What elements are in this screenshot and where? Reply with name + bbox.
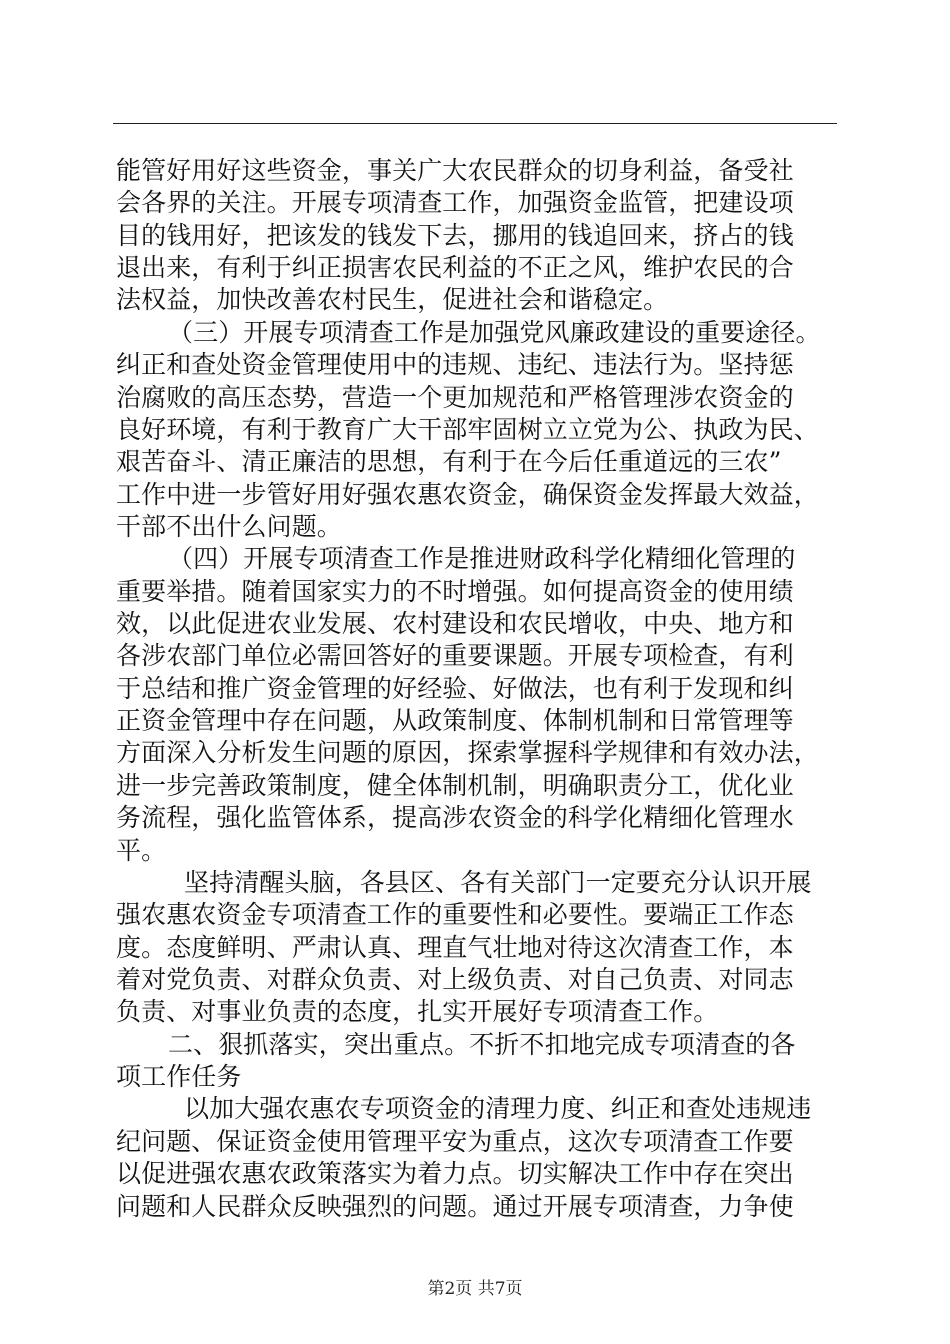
document-body (116, 155, 846, 1223)
text-line: 强农惠农资金专项清查工作的重要性和必要性。要端正工作态 (116, 900, 794, 930)
text-line: 负责、对事业负责的态度，扎实开展好专项清查工作。 (116, 997, 719, 1027)
text-line: 会各界的关注。开展专项清查工作，加强资金监管，把建设项 (116, 188, 794, 218)
text-line: 效，以此促进农业发展、农村建设和农民增收，中央、地方和 (116, 609, 794, 639)
text-line: 治腐败的高压态势，营造一个更加规范和严格管理涉农资金的 (116, 382, 794, 412)
text-line: 坚持清醒头脑，各县区、各有关部门一定要充分认识开展 (184, 867, 812, 897)
text-line: 问题和人民群众反映强烈的问题。通过开展专项清查，力争使 (116, 1191, 794, 1221)
text-line: （三）开展专项清查工作是加强党风廉政建设的重要途径。 (168, 317, 821, 347)
text-line: 着对党负责、对群众负责、对上级负责、对自己负责、对同志 (116, 964, 794, 994)
text-line: 进一步完善政策制度，健全体制机制，明确职责分工，优化业 (116, 770, 794, 800)
text-line: （四）开展专项清查工作是推进财政科学化精细化管理的 (168, 544, 796, 574)
text-line: 退出来，有利于纠正损害农民利益的不正之风，维护农民的合 (116, 253, 794, 283)
text-line: 艰苦奋斗、清正廉洁的思想，有利于在今后任重道远的三农” (116, 447, 782, 477)
text-line: 方面深入分析发生问题的原因，探索掌握科学规律和有效办法， (116, 738, 819, 768)
text-line: 干部不出什么问题。 (116, 511, 342, 541)
text-line: 度。态度鲜明、严肃认真、理直气壮地对待这次清查工作，本 (116, 932, 794, 962)
text-line: 良好环境，有利于教育广大干部牢固树立立党为公、执政为民、 (116, 414, 819, 444)
text-line: 目的钱用好，把该发的钱发下去，挪用的钱追回来，挤占的钱 (116, 220, 794, 250)
text-line: 各涉农部门单位必需回答好的重要课题。开展专项检查，有利 (116, 641, 794, 671)
text-line: 以加大强农惠农专项资金的清理力度、纠正和查处违规违 (184, 1094, 812, 1124)
text-line: 于总结和推广资金管理的好经验、好做法，也有利于发现和纠 (116, 673, 794, 703)
text-line: 重要举措。随着国家实力的不时增强。如何提高资金的使用绩 (116, 576, 794, 606)
text-line: 纠正和查处资金管理使用中的违规、违纪、违法行为。坚持惩 (116, 350, 794, 380)
text-line: 正资金管理中存在问题，从政策制度、体制机制和日常管理等 (116, 706, 794, 736)
page-footer: 第2页 共7页 (427, 1279, 523, 1299)
text-line: 以促进强农惠农政策落实为着力点。切实解决工作中存在突出 (116, 1159, 794, 1189)
text-line: 工作中进一步管好用好强农惠农资金，确保资金发挥最大效益， (116, 479, 819, 509)
text-line: 务流程，强化监管体系，提高涉农资金的科学化精细化管理水 (116, 803, 794, 833)
text-line: 法权益，加快改善农村民生，促进社会和谐稳定。 (116, 285, 669, 315)
text-line: 平。 (116, 835, 167, 865)
text-line: 能管好用好这些资金，事关广大农民群众的切身利益，备受社 (116, 156, 794, 185)
text-line: 二、狠抓落实，突出重点。不折不扣地完成专项清查的各 (168, 1029, 796, 1059)
text-line: 项工作任务 (116, 1062, 242, 1092)
header-rule (113, 123, 837, 124)
text-line: 纪问题、保证资金使用管理平安为重点，这次专项清查工作要 (116, 1126, 794, 1156)
